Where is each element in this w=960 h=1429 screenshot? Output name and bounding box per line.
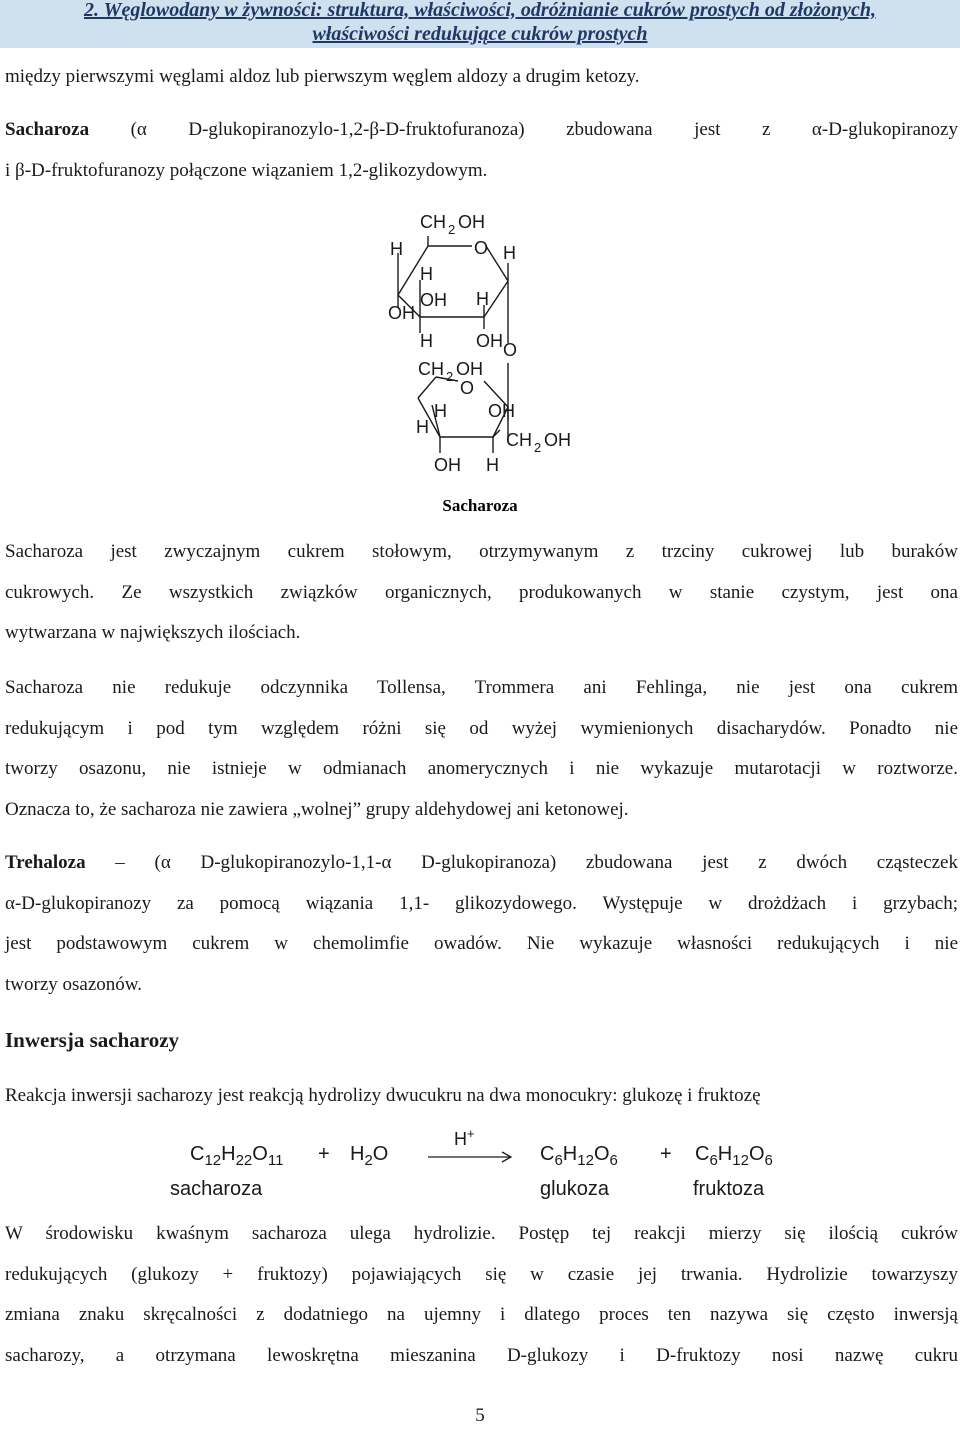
para3-line-2: α-D-glukopiranozy za pomocą wiązania 1,1- glikozydowego. Występuje w drożdżach i grzybach; [5,892,958,914]
label-oh-mid: OH [456,359,483,379]
catalyst-plus: + [467,1126,475,1141]
label-sub2-bot: 2 [534,440,542,455]
eq-water-o: O [372,1143,389,1165]
intro-line: między pierwszymi węglami aldoz lub pierwszym węglem aldozy a drugim ketozy. [5,66,640,87]
label-o-link: O [503,340,518,360]
eq-p2-c: C [695,1143,710,1165]
label-oh-2: OH [388,303,415,323]
label-ch2-top: CH [420,212,446,232]
para2-line-1: Sacharoza nie redukuje odczynnika Tollensa, Trommera ani Fehlinga, nie jest ona cukrem [5,677,958,698]
label-o-ring1: O [474,238,489,258]
reactant-water-formula [350,1143,388,1169]
structure-caption: Sacharoza [442,496,518,515]
label-h-2: H [503,243,516,263]
intro-text [5,57,958,98]
para3-line-4: tworzy osazonów. [5,973,143,995]
label-oh-top: OH [458,212,485,232]
eq-water-h: H [350,1143,365,1165]
label-h-1: H [390,239,403,259]
eq-c: C [190,1143,205,1165]
label-o-ring2: O [460,378,475,398]
structure-labels [388,212,571,475]
sucrose-def-rest: (α D-glukopiranozylo-1,2-β-D-fruktofuranoza) zbudowana jest z α-D-glukopiranozy [89,119,958,140]
eq-p1-o-sub: 6 [609,1152,618,1169]
sucrose-def-line-1 [5,110,958,151]
label-ch2-mid: CH [418,359,444,379]
label-oh-4: OH [488,401,515,421]
label-oh-bot: OH [544,430,571,450]
eq-water-h-sub: 2 [364,1152,373,1169]
reaction-arrow [428,1150,514,1164]
para2-line-2: redukującym i pod tym względem różni się od wyżej wymienionych disacharydów. Ponadto nie [5,717,958,739]
section-title-line-2: właściwości redukujące cukrów prostych [312,23,648,45]
trehalose-term: Trehaloza [5,852,86,873]
para2-line-4: Oznacza to, że sacharoza nie zawiera „wolnej” grupy aldehydowej ani ketonowej. [5,798,629,820]
eq-c-sub: 12 [204,1152,222,1169]
paragraph-1 [5,532,958,654]
sucrose-def-line-2: i β-D-fruktofuranozy połączone wiązaniem 1,2-glikozydowym. [5,159,488,181]
section-heading: Inwersja sacharozy [5,1028,180,1052]
catalyst-label [454,1126,475,1150]
eq-p2-h-sub: 12 [732,1152,749,1169]
label-h-4: H [476,289,489,309]
para5-line-4: sacharozy, a otrzymana lewoskrętna mieszanina D-glukozy i D-fruktozy nosi nazwę cukru [5,1344,958,1366]
label-oh-1: OH [420,290,447,310]
label-h-6: H [434,401,447,421]
label-fruktoza: fruktoza [693,1178,765,1200]
label-ch2-bot: CH [506,430,532,450]
eq-p2-o: O [748,1143,765,1165]
reactant-sucrose-formula [190,1143,283,1169]
para5-line-1: W środowisku kwaśnym sacharoza ulega hydrolizie. Postęp tej reakcji mierzy się ilością cukrów [5,1223,958,1244]
eq-p1-h-sub: 12 [577,1152,594,1169]
paragraph-2 [5,668,958,830]
eq-h: H [221,1143,236,1165]
para3-line-1 [5,843,958,884]
sucrose-term: Sacharoza [5,119,90,140]
para1-line-1: Sacharoza jest zwyczajnym cukrem stołowym, otrzymywanym z trzciny cukrowej lub buraków [5,541,958,562]
eq-p2-h: H [717,1143,733,1165]
label-h-3: H [420,264,433,284]
para1-line-3: wytwarzana w największych ilościach. [5,622,301,643]
sucrose-definition [5,110,958,191]
para4-line: Reakcja inwersji sacharozy jest reakcją hydrolizy dwucukru na dwa monocukry: glukozę i fruktozę [5,1085,761,1106]
label-sacharoza: sacharoza [170,1178,263,1200]
plus-sign-1: + [318,1143,330,1165]
label-h-7: H [416,417,429,437]
product-fructose-formula [695,1143,773,1169]
label-oh-3: OH [476,331,503,351]
eq-h-sub: 22 [235,1152,253,1169]
eq-p2-o-sub: 6 [764,1152,773,1169]
catalyst-h: H [454,1129,467,1149]
eq-o: O [252,1143,268,1165]
para5-line-2: redukujących (glukozy + fruktozy) pojawiających się w czasie jej trwania. Hydrolizie towarzyszy [5,1263,958,1285]
para3-line-3: jest podstawowym cukrem w chemolimfie owadów. Nie wykazuje własności redukujących i nie [5,933,958,954]
page-number: 5 [475,1405,485,1426]
eq-o-sub: 11 [267,1152,284,1169]
label-sub2-mid: 2 [446,369,454,384]
para5-line-3: zmiana znaku skręcalności z dodatniego na ujemny i dlatego proces ten nazywa się często inwersją [5,1304,958,1325]
eq-p1-c: C [540,1143,555,1165]
eq-p1-c-sub: 6 [554,1152,563,1169]
eq-p1-h: H [562,1143,578,1165]
paragraph-trehalose [5,843,958,1005]
para2-line-3: tworzy osazonu, nie istnieje w odmianach anomerycznych i nie wykazuje mutarotacji w roztworze. [5,758,958,779]
label-sub2-top: 2 [448,222,456,237]
sucrose-structure-diagram [360,205,620,525]
paragraph-4 [5,1076,958,1117]
eq-p1-o: O [593,1143,610,1165]
paragraph-5 [5,1214,958,1376]
plus-sign-2: + [660,1143,672,1165]
para1-line-2: cukrowych. Ze wszystkich związków organicznych, produkowanych w stanie czystym, jest ona [5,581,958,603]
section-title-line-1: 2. Węglowodany w żywności: struktura, właściwości, odróżnianie cukrów prostych od złożonych, [84,0,876,21]
label-oh-5: OH [434,455,461,475]
label-glukoza: glukoza [540,1178,609,1200]
eq-p2-c-sub: 6 [709,1152,718,1169]
product-glucose-formula [540,1143,618,1169]
trehalose-def-rest: – (α D-glukopiranozylo-1,1-α D-glukopiranoza) zbudowana jest z dwóch cząsteczek [85,852,958,873]
label-h-8: H [486,455,499,475]
label-h-5: H [420,331,433,351]
